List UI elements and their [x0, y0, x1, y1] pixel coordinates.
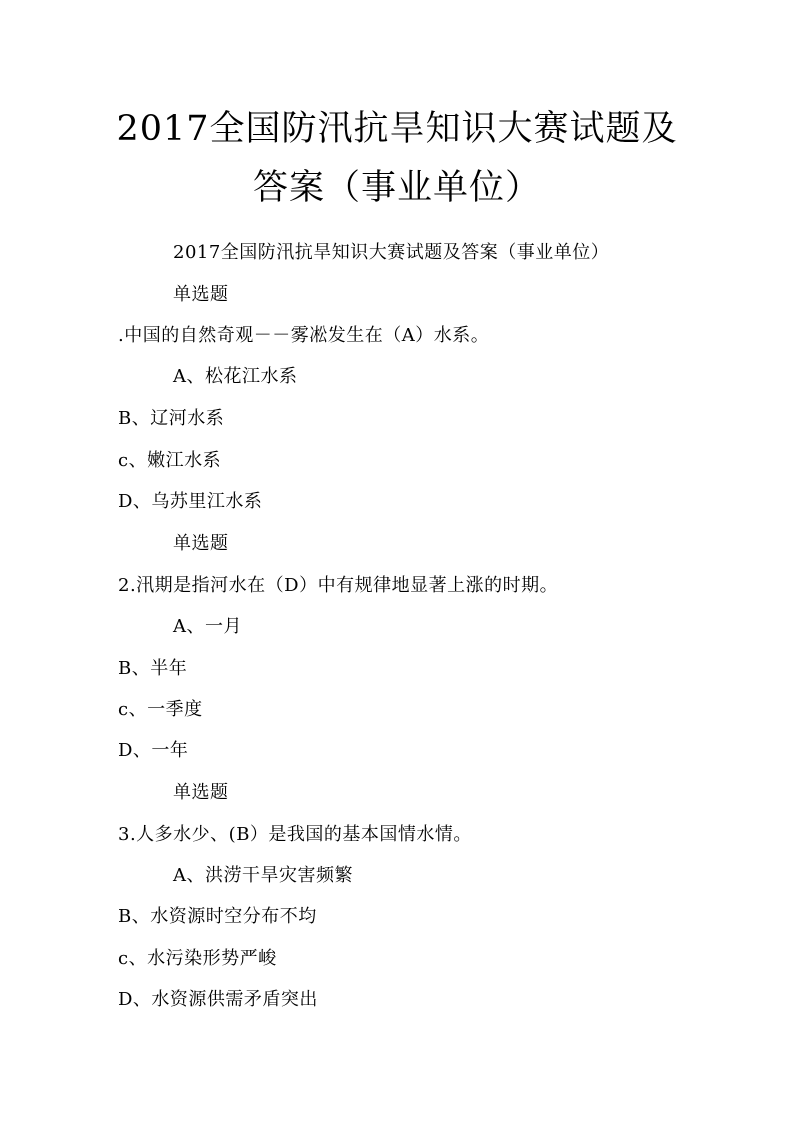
q3-option-b: B、水资源时空分布不均 [118, 906, 317, 927]
section-label: 单选题 [173, 284, 229, 305]
q3-option-a: A、洪涝干旱灾害频繁 [173, 865, 353, 886]
q1-option-b: B、辽河水系 [118, 408, 225, 429]
q2-option-c: c、一季度 [118, 699, 203, 720]
section-label: 单选题 [173, 782, 229, 803]
q2-option-a: A、一月 [173, 616, 242, 637]
q2-option-d: D、一年 [118, 740, 189, 761]
subtitle-line: 2017全国防汛抗旱知识大赛试题及答案（事业单位） [173, 242, 610, 263]
q3-option-c: c、水污染形势严峻 [118, 948, 277, 969]
q1-option-a: A、松花江水系 [173, 366, 298, 387]
q1-option-d: D、乌苏里江水系 [118, 491, 263, 512]
question-3: 3.人多水少、(B）是我国的基本国情水情。 [118, 824, 472, 845]
question-1: .中国的自然奇观－－雾凇发生在（A）水系。 [118, 325, 490, 346]
question-2: 2.汛期是指河水在（D）中有规律地显著上涨的时期。 [118, 575, 559, 596]
section-label: 单选题 [173, 533, 229, 554]
q2-option-b: B、半年 [118, 658, 188, 679]
q1-option-c: c、嫩江水系 [118, 450, 222, 471]
document-title-line-2: 答案（事业单位） [252, 168, 541, 208]
q3-option-d: D、水资源供需矛盾突出 [118, 989, 318, 1010]
document-title-line-1: 2017全国防汛抗旱知识大赛试题及 [116, 109, 678, 149]
